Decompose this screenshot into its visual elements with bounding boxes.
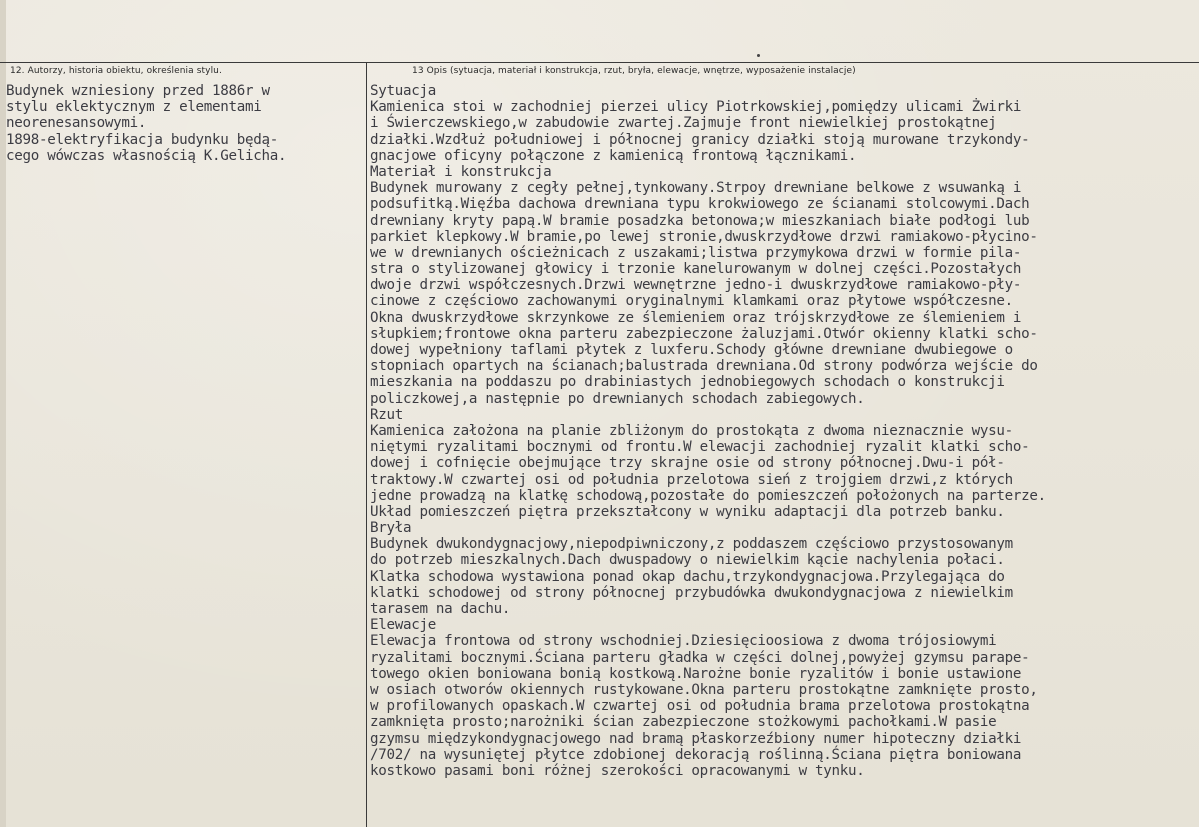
description-line: tarasem na dachu. [370,601,511,617]
description-line: Klatka schodowa wystawiona ponad okap dachu,trzykondygnacjowa.Przylegająca do [370,568,1005,585]
description-line: Rzut [370,406,403,423]
field-12-header: 12. Autorzy, historia obiektu, określenia stylu. [10,66,222,76]
description-line: zamknięta prosto;narożniki ścian zabezpieczone stożkowymi pachołkami.W pasie [370,714,997,731]
description-line: działki.Wzdłuż południowej i północnej granicy działki stoją murowane trzykondy- [370,131,1030,148]
description-line: Kamienica założona na planie zbliżonym do prostokąta z dwoma nieznacznie wysu- [370,422,1013,439]
description-line: /702/ na wysuniętej płytce zdobionej dekoracją roślinną.Ściana piętra boniowana [370,746,1022,763]
description-line: mieszkania na poddaszu po drabiniastych jednobiegowych schodach o konstrukcji [370,374,1005,391]
history-line: stylu eklektycznym z elementami [6,99,262,116]
history-line: neorenesansowymi. [6,115,147,132]
description-line: Elewacje [370,617,436,634]
description-line: Elewacja frontowa od strony wschodniej.Dziesięcioosiowa z dwoma trójosiowymi [370,633,997,650]
description-line: cinowe z częściowo zachowanymi oryginalnymi klamkami oraz płytowe współczesne. [370,293,1013,310]
description-line: policzkowej,a następnie po drewnianych schodach zabiegowych. [370,390,865,407]
description-line: stra o stylizowanej głowicy i trzonie kanelurowanym w dolnej części.Pozostałych [370,261,1022,278]
description-line: Układ pomieszczeń piętra przekształcony w wyniku adaptacji dla potrzeb banku. [370,503,1005,520]
history-line: Budynek wzniesiony przed 1886r w [6,83,270,99]
field-13-header: 13 Opis (sytuacja, materiał i konstrukcja, rzut, bryła, elewacje, wnętrze, wyposażenie instalacje) [412,66,856,76]
description-line: towego okien boniowana bonią kostkową.Narożne bonie ryzalitów i bonie ustawione [370,665,1022,682]
description-line: traktowy.W czwartej osi od południa przelotowa sień z trojgiem drzwi,z których [370,471,1013,488]
description-line: w profilowanych opaskach.W czwartej osi od południa brama przelotowa prostokątna [370,698,1030,715]
description-line: drewniany kryty papą.W bramie posadzka betonowa;w mieszkaniach białe podłogi lub [370,212,1030,229]
history-line: 1898-elektryfikacja budynku będą- [6,131,278,148]
description-line: i Świerczewskiego,w zabudowie zwartej.Zajmuje front niewielkiej prostokątnej [370,115,997,132]
description-line: Okna dwuskrzydłowe skrzynkowe ze ślemieniem oraz trójskrzydłowe ze ślemieniem i [370,309,1022,326]
description-line: dowej wypełniony taflami płytek z luxferu.Schody główne drewniane dwubiegowe o [370,342,1013,358]
description-line: dowej i cofnięcie obejmujące trzy skrajne osie od strony północnej.Dwu-i pół- [370,455,1005,472]
description-line: jedne prowadzą na klatkę schodową,pozostałe do pomieszczeń położonych na parterze. [370,487,1046,504]
top-rule [0,62,1199,63]
history-text [6,83,286,164]
ink-speck [757,54,760,57]
description-line: w osiach otworów okiennych rustykowane.Okna parteru prostokątne zamknięte prosto, [370,681,1038,698]
description-line: do potrzeb mieszkalnych.Dach dwuspadowy o niewielkim kącie nachylenia połaci. [370,552,1005,569]
description-line: Sytuacja [370,83,436,99]
description-line: we w drewnianych ościeżnicach z uszakami;listwa przymykowa drzwi w formie pila- [370,244,1022,261]
description-line: klatki schodowej od strony północnej przybudówka dwukondygnacjowa z niewielkim [370,584,1013,601]
description-line: kostkowo pasami boni różnej szerokości opracowanymi w tynku. [370,762,865,779]
description-text [370,83,1046,779]
description-line: parkiet klepkowy.W bramie,po lewej stronie,dwuskrzydłowe drzwi ramiakowo-płycino- [370,228,1038,245]
description-line: podsufitką.Więźba dachowa drewniana typu krokwiowego ze ścianami stolcowymi.Dach [370,196,1030,213]
history-line: cego wówczas własnością K.Gelicha. [6,147,287,164]
description-line: dwoje drzwi współczesnych.Drzwi wewnętrzne jedno-i dwuskrzydłowe ramiakowo-pły- [370,277,1022,294]
description-line: Bryła [370,520,412,537]
description-line: słupkiem;frontowe okna parteru zabezpieczone żaluzjami.Otwór okienny klatki scho- [370,325,1038,342]
column-divider [366,62,367,827]
description-line: Materiał i konstrukcja [370,163,552,180]
description-line: Budynek murowany z cegły pełnej,tynkowany.Strpoy drewniane belkowe z wsuwanką i [370,180,1022,197]
description-line: niętymi ryzalitami bocznymi od frontu.W elewacji zachodniej ryzalit klatki scho- [370,439,1030,456]
description-line: Kamienica stoi w zachodniej pierzei ulicy Piotrkowskiej,pomiędzy ulicami Żwirki [370,99,1022,116]
description-line: ryzalitami bocznymi.Ściana parteru gładka w części dolnej,powyżej gzymsu parape- [370,649,1030,666]
description-line: gnacjowe oficyny połączone z kamienicą frontową łącznikami. [370,147,857,164]
description-line: stopniach opartych na ścianach;balustrada drewniana.Od strony podwórza wejście do [370,358,1038,375]
description-line: Budynek dwukondygnacjowy,niepodpiwniczony,z poddaszem częściowo przystosowanym [370,536,1013,553]
description-line: gzymsu międzykondygnacjowego nad bramą płaskorzeźbiony numer hipoteczny działki [370,730,1022,747]
